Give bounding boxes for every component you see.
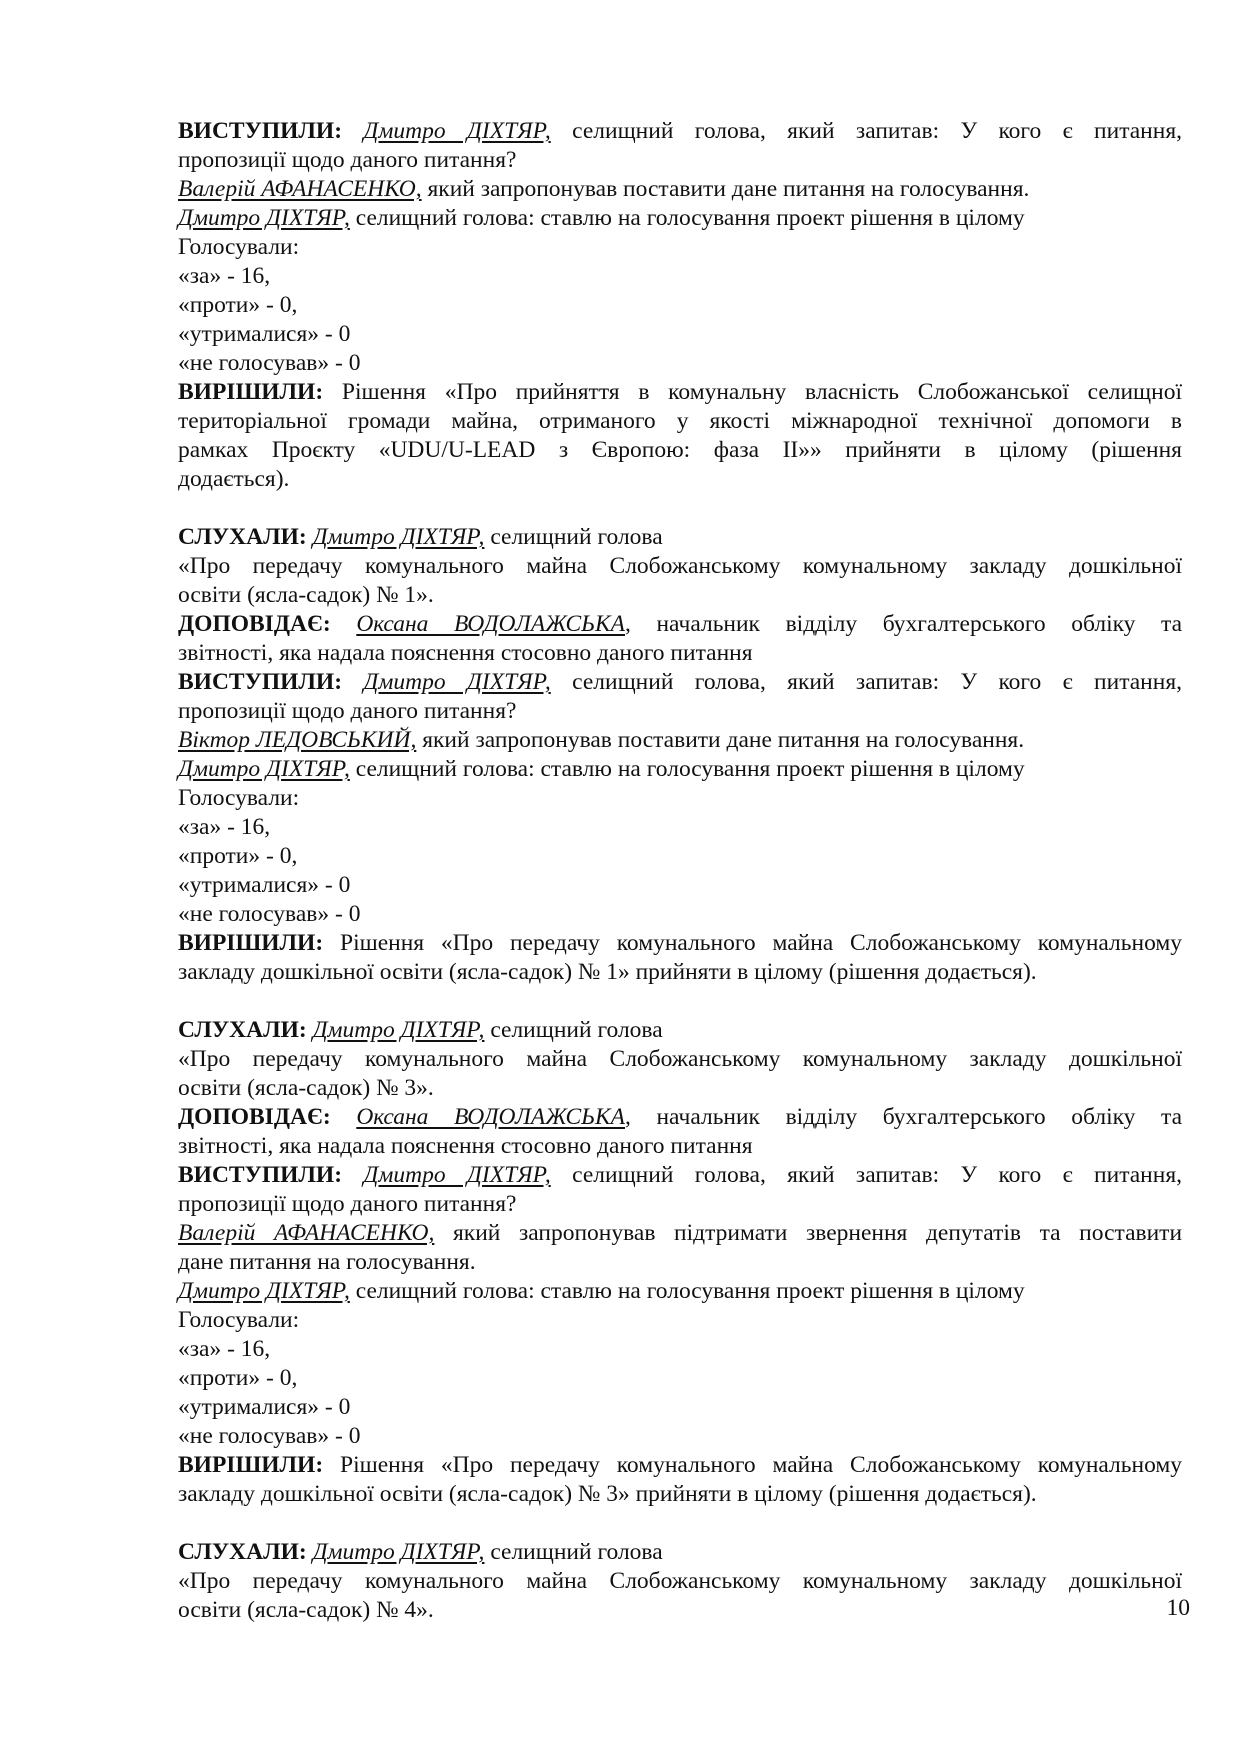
deputy-name: Віктор ЛЕДОВСЬКИЙ,	[178, 727, 417, 753]
spoke-label: ВИСТУПИЛИ:	[178, 1162, 343, 1188]
reports-label: ДОПОВІДАЄ:	[178, 1104, 331, 1130]
reports-line	[178, 1103, 1182, 1132]
spoke-line	[178, 668, 1182, 697]
reporter-text: , начальник відділу бухгалтерського обліку та	[624, 611, 1183, 637]
decision-line	[178, 929, 1182, 958]
put-to-vote-line	[178, 1277, 1182, 1306]
decided-label: ВИРІШИЛИ:	[178, 379, 324, 405]
vote-against: «проти» - 0,	[178, 843, 298, 869]
speaker-name: Дмитро ДІХТЯР,	[363, 669, 551, 695]
vote-abstained: «утрималися» - 0	[178, 321, 351, 347]
decision-text: Рішення «Про прийняття в комунальну власність Слобожанської селищної	[341, 379, 1183, 405]
vote-abstained: «утрималися» - 0	[178, 1394, 351, 1420]
heard-label: СЛУХАЛИ:	[178, 1017, 307, 1043]
reporter-text: , начальник відділу бухгалтерського обліку та	[624, 1104, 1183, 1130]
speaker-title: селищний голова	[490, 524, 663, 550]
decided-label: ВИРІШИЛИ:	[178, 1452, 324, 1478]
speaker-name: Дмитро ДІХТЯР,	[363, 1162, 551, 1188]
speaker-name: Дмитро ДІХТЯР,	[312, 1539, 485, 1565]
proposal-text: який запропонував поставити дане питання на голосування.	[427, 176, 1030, 202]
vote-not-voted: «не голосував» - 0	[178, 1423, 361, 1449]
voted-label: Голосували:	[178, 785, 300, 811]
speaker-name: Дмитро ДІХТЯР,	[312, 1017, 485, 1043]
proposal-text: який запропонував підтримати звернення депутатів та поставити	[452, 1220, 1183, 1246]
page-number: 10	[1166, 1595, 1190, 1621]
voted-label: Голосували:	[178, 234, 300, 260]
decided-label: ВИРІШИЛИ:	[178, 930, 324, 956]
vote-for: «за» - 16,	[178, 814, 271, 840]
vote-not-voted: «не голосував» - 0	[178, 350, 361, 376]
proposal-line	[178, 175, 1182, 204]
decision-text: Рішення «Про передачу комунального майна Слобожанському комунальному	[340, 930, 1182, 956]
put-to-vote-text: селищний голова: ставлю на голосування проект рішення в цілому	[355, 756, 1025, 782]
topic-text: «Про передачу комунального майна Слобожанському комунальному закладу дошкільної	[178, 1046, 1182, 1072]
vote-against: «проти» - 0,	[178, 1365, 298, 1391]
heard-line	[178, 523, 1182, 552]
proposal-line	[178, 1219, 1182, 1248]
reports-label: ДОПОВІДАЄ:	[178, 611, 331, 637]
spoke-text-cont: пропозиції щодо даного питання?	[178, 698, 517, 724]
proposal-text-cont: дане питання на голосування.	[178, 1249, 476, 1275]
heard-line	[178, 1016, 1182, 1045]
speaker-name: Дмитро ДІХТЯР,	[312, 524, 485, 550]
decision-text: Рішення «Про передачу комунального майна Слобожанському комунальному	[340, 1452, 1182, 1478]
spacer	[178, 987, 1182, 1016]
deputy-name: Валерій АФАНАСЕНКО,	[178, 176, 422, 202]
speaker-name: Дмитро ДІХТЯР,	[178, 756, 350, 782]
spoke-label: ВИСТУПИЛИ:	[178, 118, 343, 144]
reporter-name: Оксана ВОДОЛАЖСЬКА	[356, 1104, 625, 1130]
topic-text: «Про передачу комунального майна Слобожанському комунальному закладу дошкільної	[178, 1568, 1182, 1594]
spoke-line	[178, 1161, 1182, 1190]
proposal-text: який запропонував поставити дане питання на голосування.	[422, 727, 1025, 753]
put-to-vote-text: селищний голова: ставлю на голосування проект рішення в цілому	[355, 205, 1025, 231]
proposal-line	[178, 726, 1182, 755]
decision-line	[178, 378, 1182, 407]
put-to-vote-line	[178, 755, 1182, 784]
heard-line	[178, 1538, 1182, 1567]
spoke-text-cont: пропозиції щодо даного питання?	[178, 147, 517, 173]
vote-for: «за» - 16,	[178, 1336, 271, 1362]
speaker-name: Дмитро ДІХТЯР,	[363, 118, 551, 144]
speaker-title: селищний голова	[490, 1539, 663, 1565]
reports-line	[178, 610, 1182, 639]
spoke-label: ВИСТУПИЛИ:	[178, 669, 343, 695]
minutes-text	[178, 117, 1182, 1625]
decision-text-cont: закладу дошкільної освіти (ясла-садок) № 1» прийняти в цілому (рішення додається).	[178, 959, 1037, 985]
heard-label: СЛУХАЛИ:	[178, 1539, 307, 1565]
vote-against: «проти» - 0,	[178, 292, 298, 318]
spoke-text: селищний голова, який запитав: У кого є питання,	[572, 118, 1183, 144]
deputy-name: Валерій АФАНАСЕНКО,	[178, 1220, 435, 1246]
reporter-name: Оксана ВОДОЛАЖСЬКА	[356, 611, 625, 637]
reporter-text-cont: звітності, яка надала пояснення стосовно даного питання	[178, 640, 753, 666]
put-to-vote-line	[178, 204, 1182, 233]
decision-line	[178, 1451, 1182, 1480]
reporter-text-cont: звітності, яка надала пояснення стосовно даного питання	[178, 1133, 753, 1159]
voted-label: Голосували:	[178, 1307, 300, 1333]
vote-for: «за» - 16,	[178, 263, 271, 289]
spoke-text-cont: пропозиції щодо даного питання?	[178, 1191, 517, 1217]
decision-text-cont: додається).	[178, 466, 290, 492]
vote-not-voted: «не голосував» - 0	[178, 901, 361, 927]
topic-text: «Про передачу комунального майна Слобожанському комунальному закладу дошкільної	[178, 553, 1182, 579]
spacer	[178, 1509, 1182, 1538]
heard-label: СЛУХАЛИ:	[178, 524, 307, 550]
topic-text-cont: освіти (ясла-садок) № 3».	[178, 1075, 434, 1101]
decision-text-cont: рамках Проєкту «UDU/U-LEAD з Європою: фаза ІІ»» прийняти в цілому (рішення	[178, 437, 1182, 463]
spoke-text: селищний голова, який запитав: У кого є питання,	[572, 1162, 1183, 1188]
spoke-text: селищний голова, який запитав: У кого є питання,	[572, 669, 1183, 695]
spacer	[178, 494, 1182, 523]
put-to-vote-text: селищний голова: ставлю на голосування проект рішення в цілому	[355, 1278, 1025, 1304]
speaker-name: Дмитро ДІХТЯР,	[178, 1278, 350, 1304]
speaker-name: Дмитро ДІХТЯР,	[178, 205, 350, 231]
speaker-title: селищний голова	[490, 1017, 663, 1043]
topic-text-cont: освіти (ясла-садок) № 4».	[178, 1597, 434, 1623]
decision-text-cont: закладу дошкільної освіти (ясла-садок) № 3» прийняти в цілому (рішення додається).	[178, 1481, 1037, 1507]
vote-abstained: «утрималися» - 0	[178, 872, 351, 898]
decision-text-cont: територіальної громади майна, отриманого у якості міжнародної технічної допомоги в	[178, 408, 1182, 434]
spoke-line	[178, 117, 1182, 146]
topic-text-cont: освіти (ясла-садок) № 1».	[178, 582, 434, 608]
